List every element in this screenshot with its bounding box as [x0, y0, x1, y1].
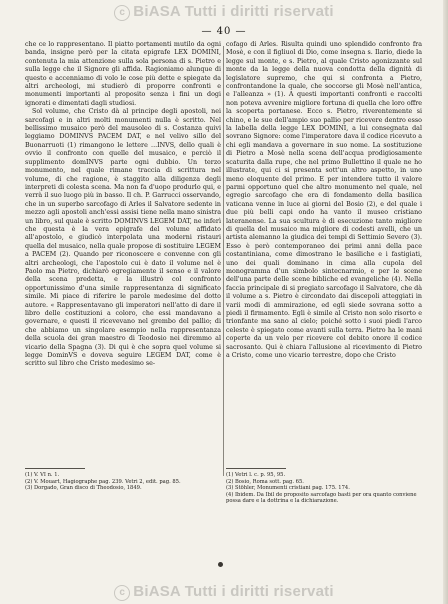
right-column — [226, 41, 422, 425]
column-divider — [223, 46, 224, 476]
footnote: (4) Ibidem. Da Ibil de proposito sarcofago basti per ora quanto conviene possa dare e la dottrina e la dichiarazione. — [226, 491, 417, 505]
footnote: (3) Stöhler, Monumenti cristiani pag. 175. 174. — [226, 485, 350, 492]
watermark-bottom-text: BiASA Tutti i diritti riservati — [133, 583, 334, 600]
right-footnote-rule — [226, 468, 286, 469]
left-paragraph-1: che ce lo rappresentano. Il piatto portamenti mutilo da ogni banda, insigne però per la citata epigrafe LEX DOMINI, contenuta la mia attenzione sulla sola persona di s. Pietro e sulla legge che il Signore gli affida. Ragioniamo alunque di questo e accenniamo di volo le cose più dette e spiegate da altri archeologi, mi studierò di proporre confronti e monumenti importanti al proposito senza i fini un dogi ignorati e dimentati dagli studiosi. — [25, 41, 221, 107]
right-paragraph-1: cofago di Arles. Risulta quindi uno splendido confronto fra Mosè, e con il figliuol di Dio, come insegna s. Ilario, diede la legge sul monte, e s. Pietro, al quale Cristo agonizzante sul monte da la legge della nuova condotta della dignità di legislatore supremo, che qui si confronta a Pietro, confrontandone la quale, che soccorse gli Mosè nell'antica, e l'alleanza » (1). A questi importanti confronti e raccolti non poteva avvenire migliore fortuna di quella che loro offre la scoperta portanese. Ecco s. Pietro, riverentemente si chino, e le sue dell'ampio suo pallio per ricevere dentro esso la labella della legge LEX DOMINI, a lui consegnata dal sovrano Signore: come l'imperatore dava il codice ricevuto a chi egli mandava a governare in suo nome. La sostituzione di Pietro a Mosè nella scena dell'acqua prodigiosamente scaturita dalla rupe, che nel primo Bullettino il quale ne ho illustrate, qui ci si presenta sott'un altro aspetto, in uno meno eloquente del primo. E per intendere tutto il valore parmi opportuno quel che altro monumento nel quale, nel egregio sarcofago che era di fondamento della basilica vaticana venne in luce ai giorni del Bosio (2), e del quale i due più belli capi ondo ha vanto il museo cristiano lateranense. La sua scultura è di esecuzione tanto migliore di quella del musaico ma migliore di codesti avelli, che un artista alemanno la giudica dei tempi di Settimio Severo (3). Esso è però contemporaneo dei primi anni della pace costantiniana, come dimostrano le basiliche e i fastigiati, uno dei quali dominano in cima alla cupola del monogramma d'un simbolo sintecnarmio, e per le scene dell'una parte delle scene bibliche ed evangeliche (4). Nella faccia principale di si pregiato sarcofago il Salvatore, che dà il volume a s. Pietro è circondato dai discepoli atteggiati in varii modi di ammirazione, ed egli siede sovrana sotto a piedi il firmamento. Egli è simile al Cristo non solo risorto e trionfante ma sano al cielo; poiché sotto i suoi piedi l'arco celeste è spiegato come avanti sulla terra. Pietro ha le mani coperte da un velo per ricevere col debito onore il codice sacrosanto. Qui è chiara l'allusione al ricevimento di Pietro a Cristo, come uno vicario terrestre, dopo che Cristo — [226, 41, 422, 360]
footnote: (3) Dorgado, Gran disco di Theodosio, 1849. — [25, 485, 142, 492]
page-number: — 40 — — [201, 26, 247, 37]
left-footnote-rule — [25, 468, 85, 469]
copyright-icon: c — [114, 5, 130, 21]
footnote: (2) V. Mouart, Hagiographe pag. 239. Vetri 2, edit. pag. 85. — [25, 478, 181, 485]
footnote: (2) Bosio, Roma sott. pag. 65. — [226, 478, 304, 485]
right-footnotes — [226, 472, 422, 505]
left-column — [25, 41, 221, 425]
watermark-top-text: BiASA Tutti i diritti riservati — [133, 3, 334, 20]
page-bullet-mark — [218, 562, 223, 567]
left-paragraph-2: Sol volume, che Cristo dà al principe degli apostoli, nei sarcofagi e in altri molti monumenti nulla è scritto. Nel bellissimo musaico però del mausoleo di s. Costanza quivi leggiamo DOMINVS PACEM DAT, e nel velivo sillo del Buonarruoti (1) rimangono le lettere ...INVS, dello quali è ovvio il confronto con quelle del musaico, e perciò il supplimento domINVS parte ogni dubbio. Un terzo monumento, nel quale rimane traccia di scrittura nel volume, di che ragione, è staggito alla diligenza degli interpreti di colesta scena. Ma non fa d'uopo produrlo qui, e verrà il suo luogo più in basso. Il ch. P. Garrucci osservando, che in un superbo sarcofago di Arles il Salvatore sedente in mezzo agli apostoli anch'essi assisi tiene nella mano sinistra un libro, sul quale è scritto DOMINVS LEGEM DAT, ne inferì che questa è la vera epigrafe del volume affidato all'apostolo, e giudicò interpolata una moderni ristauri quella del musaico, nella quale propose di sostituire LEGEM a PACEM (2). Quando per riconoscere e convenne con gli altri archeologi, che l'apostolo cui è dato il volume nel è Paolo ma Pietro, dichiarò egregiamente il senso e il valore della scena predetta, e la illustrò col confronto opportunissimo d'una simile rappresentanza di significato simile. Mi piace di riferire le parole medesime del dotto autore. « Rappresentavano gli imperatori nell'atto di dare il libro delle costituzioni a coloro, che essi mandavano a governare, e questi il ricevevano nel grembo del pallio; di che abbiamo un singolare esempio nella rappresentanza della scuola dei gran maestro di Teodosio nei diremmo al vicario della Spagna (3). Di qui è che sopra quel volume si legge DominVS e doveva seguire LEGEM DAT, come è scritto sul libro che Cristo medesimo se- — [25, 108, 221, 368]
watermark-top — [0, 3, 448, 21]
footnote: (1) V. VI n. 1. — [25, 472, 60, 478]
copyright-icon: c — [114, 585, 130, 601]
watermark-bottom — [0, 583, 448, 601]
footnote: (1) Vetri l. c. p. 95, 95. — [226, 472, 286, 478]
book-spine-shadow — [443, 0, 448, 604]
left-footnotes — [25, 472, 221, 492]
